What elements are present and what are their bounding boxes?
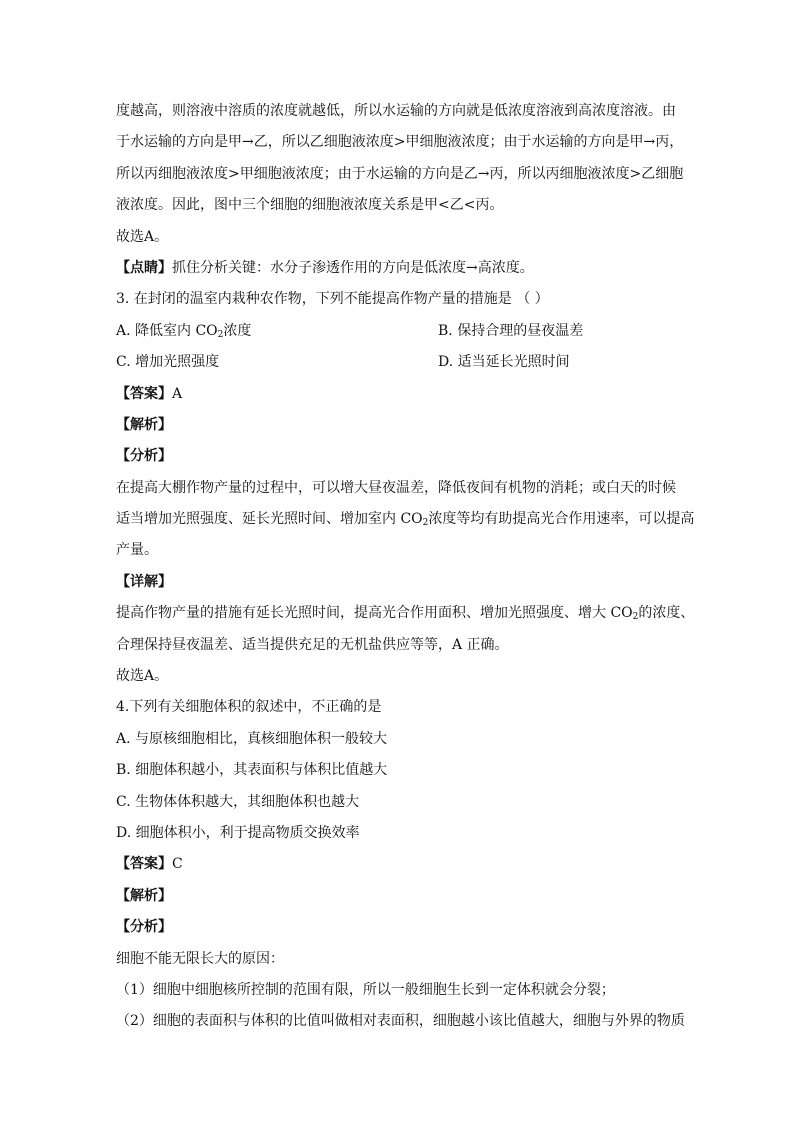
prev-analysis-line-4: 液浓度。因此，图中三个细胞的细胞液浓度关系是甲<乙<丙。 bbox=[116, 197, 504, 214]
q3-option-c: C. 增加光照强度 bbox=[116, 354, 220, 371]
q3-fenxi-heading: 【分析】 bbox=[116, 448, 172, 465]
q4-fenxi-line-2: （1）细胞中细胞核所控制的范围有限，所以一般细胞生长到一定体积就会分裂； bbox=[116, 981, 615, 998]
q3-fenxi-line-1: 在提高大棚作物产量的过程中，可以增大昼夜温差，降低夜间有机物的消耗；或白天的时候 bbox=[116, 479, 676, 496]
q3-fenxi-line-2-subscript: 2 bbox=[422, 518, 429, 529]
q3-options-row-2 bbox=[116, 347, 684, 378]
q3-options-row-1 bbox=[116, 316, 684, 347]
q3-option-a-text: A. 降低室内 CO bbox=[116, 322, 218, 339]
q4-option-c: C. 生物体体积越大，其细胞体积也越大 bbox=[116, 793, 360, 810]
q3-answer-tag: 【答案】 bbox=[116, 385, 172, 402]
tip-text: 抓住分析关键：水分子渗透作用的方向是低浓度→高浓度。 bbox=[172, 259, 534, 276]
q3-fenxi-line-2-suffix: 浓度等均有助提高光合作用速率，可以提高 bbox=[428, 511, 695, 528]
q3-option-b: B. 保持合理的昼夜温差 bbox=[438, 322, 584, 339]
q3-xiangjie-line-1-suffix: 的浓度、 bbox=[638, 605, 695, 622]
prev-analysis-line-1: 度越高，则溶液中溶质的浓度就越低，所以水运输的方向就是低浓度溶液到高浓度溶液。由 bbox=[116, 103, 676, 119]
q3-stem: 3. 在封闭的温室内栽种农作物，下列不能提高作物产量的措施是 （ ） bbox=[116, 291, 549, 308]
q3-option-d: D. 适当延长光照时间 bbox=[438, 354, 570, 371]
q3-option-a-subscript: 2 bbox=[217, 329, 224, 340]
prev-choose: 故选A。 bbox=[116, 228, 169, 245]
prev-analysis-line-3: 所以丙细胞液浓度>甲细胞液浓度；由于水运输的方向是乙→丙，所以丙细胞液浓度>乙细胞 bbox=[116, 165, 684, 182]
tip-tag: 【点睛】 bbox=[116, 259, 172, 276]
q4-option-d: D. 细胞体积小，利于提高物质交换效率 bbox=[116, 824, 360, 841]
q4-option-b: B. 细胞体积越小，其表面积与体积比值越大 bbox=[116, 762, 388, 779]
q4-fenxi-line-3: （2）细胞的表面积与体积的比值叫做相对表面积，细胞越小该比值越大，细胞与外界的物质 bbox=[116, 1013, 685, 1030]
q4-stem: 4.下列有关细胞体积的叙述中，不正确的是 bbox=[116, 699, 382, 716]
q3-fenxi-line-2-text: 适当增加光照强度、延长光照时间、增加室内 CO bbox=[116, 511, 423, 528]
prev-tip bbox=[116, 253, 684, 284]
q3-xiangjie-line-2: 合理保持昼夜温差、适当提供充足的无机盐供应等等，A 正确。 bbox=[116, 636, 509, 653]
q3-option-a-suffix: 浓度 bbox=[223, 322, 252, 339]
q3-fenxi-line-2 bbox=[116, 504, 695, 535]
q3-xiangjie-line-1-subscript: 2 bbox=[632, 612, 639, 623]
q4-answer-value: C bbox=[172, 856, 183, 873]
q4-answer bbox=[116, 849, 684, 880]
q3-xiangjie-heading: 【详解】 bbox=[116, 573, 172, 590]
q3-answer bbox=[116, 379, 684, 410]
q4-fenxi-line-1: 细胞不能无限长大的原因： bbox=[116, 950, 284, 967]
document-page bbox=[116, 96, 695, 1038]
q4-fenxi-heading: 【分析】 bbox=[116, 919, 172, 936]
q3-xiangjie-line-1-text: 提高作物产量的措施有延长光照时间，提高光合作用面积、增加光照强度、增大 CO bbox=[116, 605, 633, 622]
q3-choose: 故选A。 bbox=[116, 668, 169, 685]
q3-option-a bbox=[116, 316, 438, 347]
q3-xiangjie-line-1 bbox=[116, 598, 695, 629]
q3-fenxi-line-3: 产量。 bbox=[116, 542, 158, 559]
q4-jiexi-heading: 【解析】 bbox=[116, 887, 172, 904]
q4-answer-tag: 【答案】 bbox=[116, 856, 172, 873]
q3-answer-value: A bbox=[172, 385, 183, 402]
q4-option-a: A. 与原核细胞相比，真核细胞体积一般较大 bbox=[116, 730, 388, 747]
q3-jiexi-heading: 【解析】 bbox=[116, 416, 172, 433]
prev-analysis-line-2: 于水运输的方向是甲→乙，所以乙细胞液浓度>甲细胞液浓度；由于水运输的方向是甲→丙， bbox=[116, 134, 684, 151]
